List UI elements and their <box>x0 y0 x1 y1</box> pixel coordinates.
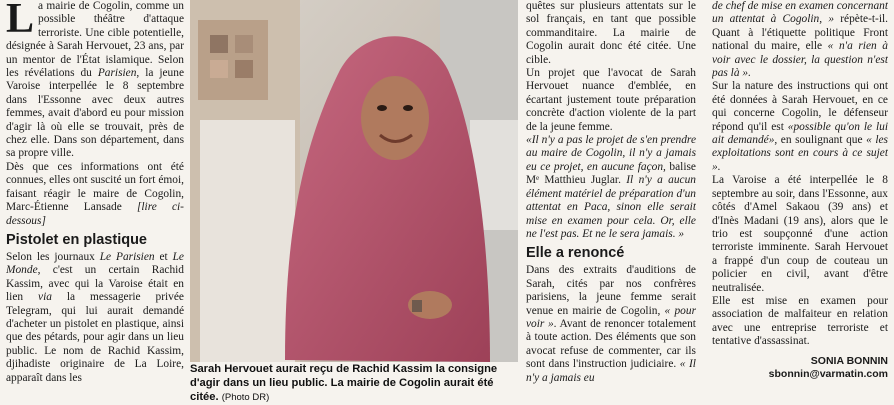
author-email: sbonnin@varmatin.com <box>768 367 888 380</box>
paragraph: «Il n'y a pas le projet de s'en prendre au maire de Cogolin, il n'y a jamais eu ce projet, en aucune façon, balise Mᵉ Matthieu Juglar. Il n'y a aucun élément matériel de préparation d'un attentat en Paca, sinon elle serait mise en examen pour cela. Or, elle ne l'est pas. Et ne le sera jamais. » <box>526 134 696 240</box>
paragraph: Sur la nature des instructions qui ont été données à Sarah Hervouet, en ce qui concerne Cogolin, le défenseur répond qu'il est «possible qu'on le lui ait demandé», en soulignant que « les exploitations sont en cours à ce sujet ». <box>712 80 888 173</box>
paragraph: Un projet que l'avocat de Sarah Hervouet nuance d'emblée, en écartant justement toute préparation concrète d'action violente de la part de la jeune femme. <box>526 67 696 133</box>
photo-caption <box>190 362 520 403</box>
article-column-1 <box>6 0 184 403</box>
caption-text: Sarah Hervouet aurait reçu de Rachid Kassim la consigne d'agir dans un lieu public. La mairie de Cogolin aurait été citée. <box>190 363 498 403</box>
paragraph: La Varoise a été interpellée le 8 septembre au soir, dans l'Essonne, aux côtés d'Amel Sakaou (39 ans) et d'Inès Madani (19 ans), alors que le trio est soupçonné d'une action terroriste imminente. Sarah Hervouet a frappé d'un coup de couteau un policier en civil, avant d'être neutralisée. <box>712 174 888 294</box>
photo-credit: (Photo DR) <box>221 392 270 403</box>
subheading-pistolet: Pistolet en plastique <box>6 231 147 248</box>
paragraph: Dès que ces informations ont été connues, elles ont suscité un fort émoi, faisant réagir le maire de Cogolin, Marc-Étienne Lansade [lire ci-dessous] <box>6 160 184 227</box>
photo-illustration <box>190 0 518 362</box>
paragraph: Elle est mise en examen pour association de malfaiteur en relation avec une entreprise terroriste et tentative d'assassinat. <box>712 294 888 348</box>
article-column-4 <box>712 0 888 403</box>
lead-paragraph: La mairie de Cogolin, comme un possible théâtre d'attaque terroriste. Une cible potentielle, désignée à Sarah Hervouet, 23 ans, par un mentor de l'État islamique. Selon les révélations du Parisien, la jeune Varoise interpellée le 8 septembre dans l'Essonne avec deux autres femmes, avait d'abord eu pour mission d'agir là où elle se trouvait, près de chez elle. Dans son département, dans sa propre ville. <box>6 0 184 160</box>
article-column-3 <box>526 0 696 403</box>
author-byline: SONIA BONNIN <box>810 354 888 367</box>
subheading-renonce: Elle a renoncé <box>526 245 625 262</box>
paragraph: quêtes sur plusieurs attentats sur le sol français, en tant que possible commanditaire. La mairie de Cogolin aurait donc été citée. Une cible. <box>526 0 696 66</box>
drop-cap: L <box>6 0 35 42</box>
paragraph: Dans des extraits d'auditions de Sarah, cités par nos confrères parisiens, la jeune femme serait venue en mairie de Cogolin, « pour voir ». Avant de renoncer totalement à toute action. Des éléments que son avocat refuse de commenter, car ils sont dans l'instruction judiciaire. « Il n'y a jamais eu <box>526 264 696 384</box>
paragraph: Selon les journaux Le Parisien et Le Monde, c'est un certain Rachid Kassim, avec qui la Varoise était en lien via la messagerie privée Telegram, qui lui aurait demandé d'acheter un pistolet en plastique, ainsi que des pétards, pour agir dans un lieu public. Le nom de Rachid Kassim, djihadiste originaire de La Loire, apparaît dans les <box>6 250 184 384</box>
paragraph: de chef de mise en examen concernant un attentat à Cogolin, » répète-t-il. Quant à l'étiquette politique Front national du maire, elle « n'a rien à voir avec le dossier, la question n'est pas là ». <box>712 0 888 80</box>
article-photo <box>190 0 518 362</box>
